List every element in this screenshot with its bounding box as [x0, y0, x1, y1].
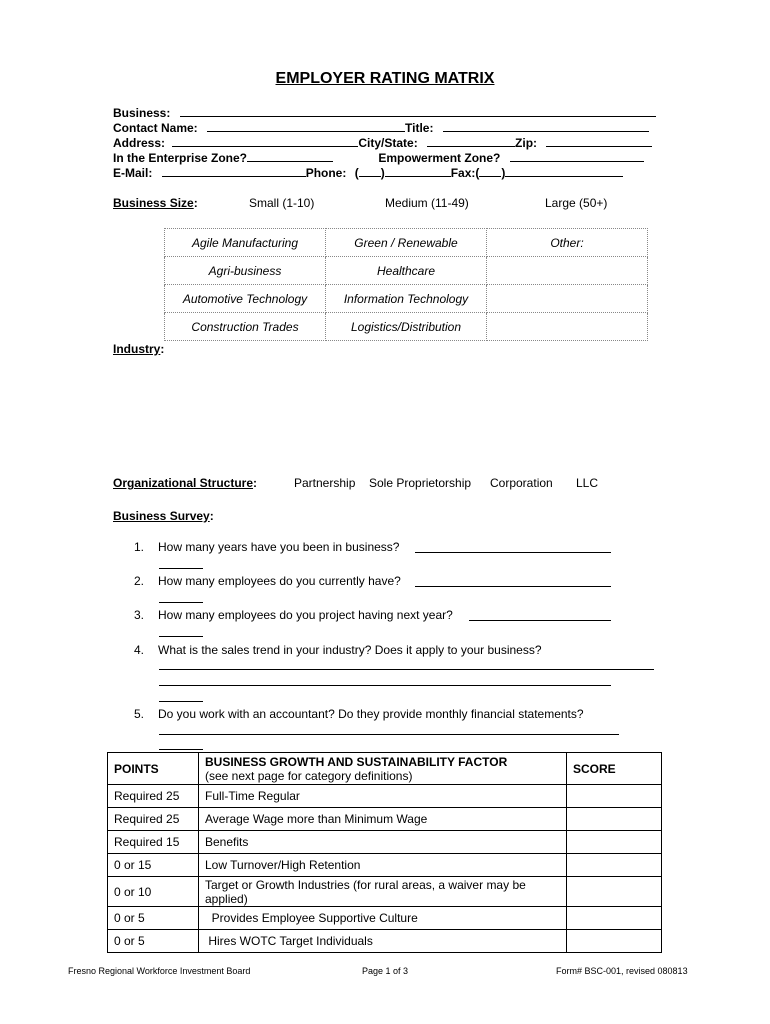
size-option-large[interactable]: Large (50+) — [545, 196, 608, 210]
points-cell: Required 15 — [108, 831, 199, 854]
empowerment-zone-input[interactable] — [510, 150, 644, 162]
question-number: 3. — [134, 608, 145, 622]
contact-info-row — [113, 165, 658, 180]
org-structure-heading — [113, 476, 257, 490]
industry-row — [165, 313, 648, 341]
points-cell: Required 25 — [108, 808, 199, 831]
survey-colon: : — [209, 509, 214, 523]
answer-line[interactable] — [469, 620, 611, 621]
industry-colon: : — [160, 342, 165, 356]
question-text: How many employees do you project having next year? — [158, 608, 453, 622]
question-text: What is the sales trend in your industry? Does it apply to your business? — [158, 643, 542, 657]
phone-area-input[interactable] — [359, 165, 381, 177]
industry-table — [164, 228, 648, 341]
score-table-header — [108, 753, 662, 785]
business-size-heading — [113, 196, 198, 210]
contact-name-label: Contact Name: — [113, 121, 198, 135]
industry-blank-cell[interactable] — [487, 257, 648, 285]
score-input[interactable] — [567, 808, 662, 831]
answer-line[interactable] — [159, 701, 203, 702]
business-row — [113, 105, 658, 120]
enterprise-zone-input[interactable] — [247, 150, 333, 162]
industry-row — [165, 285, 648, 313]
zone-row — [113, 150, 658, 165]
email-input[interactable] — [162, 165, 306, 177]
org-option-llc[interactable]: LLC — [576, 476, 599, 490]
factor-cell: Full-Time Regular — [199, 785, 567, 808]
industry-option[interactable]: Agile Manufacturing — [165, 229, 326, 257]
survey-label: Business Survey — [113, 509, 210, 523]
answer-line[interactable] — [159, 602, 203, 603]
org-structure-label: Organizational Structure — [113, 476, 254, 490]
industry-option[interactable]: Automotive Technology — [165, 285, 326, 313]
city-state-label: City/State: — [358, 136, 418, 150]
points-header: POINTS — [108, 753, 199, 785]
fax-area-input[interactable] — [479, 165, 501, 177]
answer-line[interactable] — [159, 636, 203, 637]
org-option-sole-proprietorship[interactable]: Sole Proprietorship — [369, 476, 472, 490]
phone-paren-open: ( — [354, 166, 359, 180]
city-state-input[interactable] — [427, 135, 515, 147]
empowerment-zone-label: Empowerment Zone? — [378, 151, 501, 165]
footer-page-number: Page 1 of 3 — [362, 966, 409, 976]
score-header: SCORE — [567, 753, 662, 785]
footer-form-number: Form# BSC-001, revised 080813 — [556, 966, 688, 976]
industry-option[interactable]: Information Technology — [326, 285, 487, 313]
org-structure-colon: : — [253, 476, 258, 490]
title-input[interactable] — [443, 120, 649, 132]
factor-cell: Hires WOTC Target Individuals — [199, 930, 567, 953]
industry-option-other[interactable]: Other: — [487, 229, 648, 257]
factor-cell: Target or Growth Industries (for rural areas, a waiver may be applied) — [199, 877, 567, 907]
question-number: 1. — [134, 540, 145, 554]
title-label: Title: — [405, 121, 434, 135]
size-option-small[interactable]: Small (1-10) — [249, 196, 315, 210]
email-label: E-Mail: — [113, 166, 153, 180]
factor-cell: Provides Employee Supportive Culture — [199, 907, 567, 930]
score-table — [107, 752, 662, 953]
org-option-corporation[interactable]: Corporation — [490, 476, 553, 490]
score-input[interactable] — [567, 907, 662, 930]
business-input[interactable] — [180, 105, 656, 117]
contact-row — [113, 120, 658, 135]
table-row — [108, 854, 662, 877]
address-label: Address: — [113, 136, 166, 150]
phone-label: Phone: — [305, 166, 347, 180]
table-row — [108, 785, 662, 808]
score-input[interactable] — [567, 785, 662, 808]
org-option-partnership[interactable]: Partnership — [294, 476, 356, 490]
business-size-colon: : — [193, 196, 198, 210]
table-row — [108, 831, 662, 854]
business-label: Business: — [113, 106, 171, 120]
factor-cell: Low Turnover/High Retention — [199, 854, 567, 877]
score-input[interactable] — [567, 930, 662, 953]
industry-option[interactable]: Green / Renewable — [326, 229, 487, 257]
industry-label: Industry — [113, 342, 161, 356]
question-number: 2. — [134, 574, 145, 588]
question-text: How many years have you been in business? — [158, 540, 400, 554]
factor-cell: Benefits — [199, 831, 567, 854]
phone-paren-close: ) — [380, 166, 385, 180]
factor-header-subtitle: (see next page for category definitions) — [205, 768, 413, 783]
points-cell: 0 or 5 — [108, 930, 199, 953]
factor-header — [199, 753, 567, 785]
answer-line[interactable] — [415, 552, 611, 553]
table-row — [108, 930, 662, 953]
industry-option[interactable]: Agri-business — [165, 257, 326, 285]
points-cell: Required 25 — [108, 785, 199, 808]
answer-line[interactable] — [415, 586, 611, 587]
question-text: How many employees do you currently have? — [158, 574, 401, 588]
page-title: EMPLOYER RATING MATRIX — [275, 70, 495, 87]
score-input[interactable] — [567, 877, 662, 907]
table-row — [108, 877, 662, 907]
question-number: 5. — [134, 707, 145, 721]
fax-paren-open: ( — [475, 166, 480, 180]
contact-name-input[interactable] — [207, 120, 405, 132]
footer-organization: Fresno Regional Workforce Investment Board — [68, 966, 251, 976]
zip-input[interactable] — [546, 135, 652, 147]
table-row — [108, 808, 662, 831]
size-option-medium[interactable]: Medium (11-49) — [385, 196, 469, 210]
answer-line[interactable] — [159, 685, 611, 686]
industry-blank-cell[interactable] — [487, 285, 648, 313]
phone-input[interactable] — [385, 165, 451, 177]
points-cell: 0 or 15 — [108, 854, 199, 877]
industry-row — [165, 229, 648, 257]
answer-line[interactable] — [159, 568, 203, 569]
enterprise-zone-label: In the Enterprise Zone? — [113, 151, 248, 165]
industry-option[interactable]: Healthcare — [326, 257, 487, 285]
business-size-label: Business Size — [113, 196, 194, 210]
zip-label: Zip: — [515, 136, 538, 150]
points-cell: 0 or 5 — [108, 907, 199, 930]
table-row — [108, 907, 662, 930]
points-cell: 0 or 10 — [108, 877, 199, 907]
answer-line[interactable] — [159, 734, 619, 735]
factor-header-title: BUSINESS GROWTH AND SUSTAINABILITY FACTOR — [205, 754, 508, 769]
industry-blank-cell[interactable] — [487, 313, 648, 341]
factor-cell: Average Wage more than Minimum Wage — [199, 808, 567, 831]
answer-line[interactable] — [159, 749, 203, 750]
industry-heading — [113, 342, 164, 356]
fax-paren-close: ) — [501, 166, 506, 180]
question-number: 4. — [134, 643, 145, 657]
address-row — [113, 135, 658, 150]
answer-line[interactable] — [159, 669, 654, 670]
survey-heading — [113, 509, 214, 523]
address-input[interactable] — [172, 135, 358, 147]
fax-input[interactable] — [505, 165, 623, 177]
industry-option[interactable]: Logistics/Distribution — [326, 313, 487, 341]
fax-label: Fax: — [450, 166, 476, 180]
industry-row — [165, 257, 648, 285]
industry-option[interactable]: Construction Trades — [165, 313, 326, 341]
score-input[interactable] — [567, 854, 662, 877]
score-input[interactable] — [567, 831, 662, 854]
question-text: Do you work with an accountant? Do they provide monthly financial statements? — [158, 707, 584, 721]
